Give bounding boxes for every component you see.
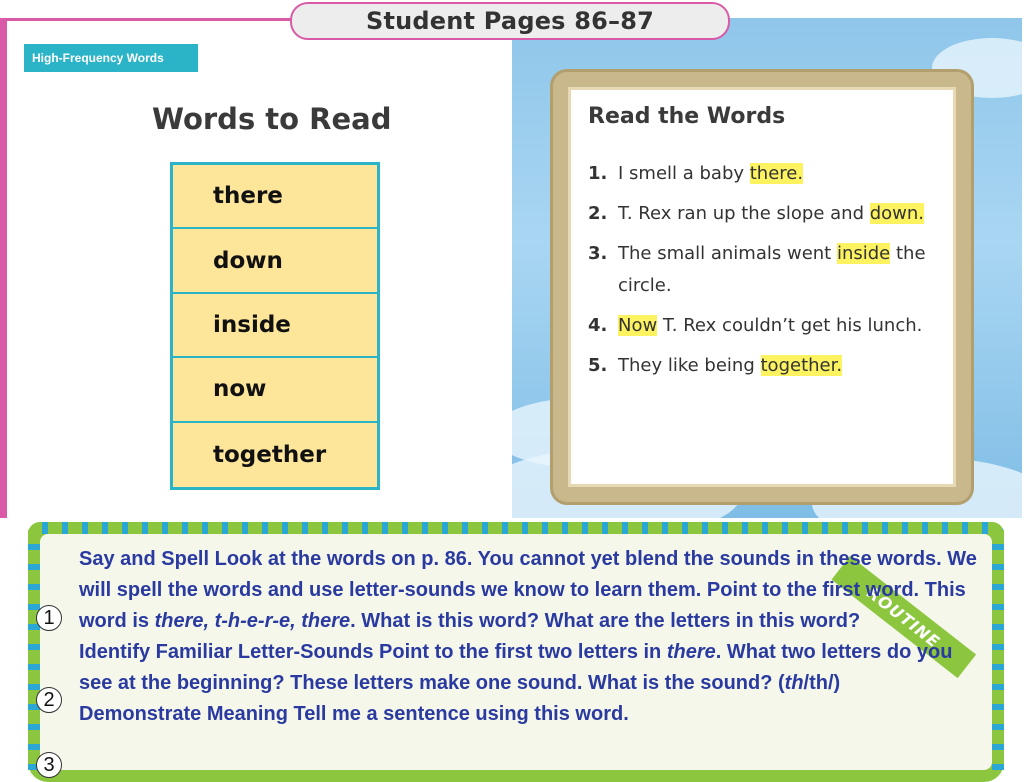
sentence-text: They like being [618, 355, 761, 376]
step-number-circle: 1 [36, 605, 62, 631]
word-item: now [173, 358, 377, 422]
sentence-number: 2. [588, 203, 608, 224]
routine-card-right-border [992, 530, 1004, 770]
highlighted-word: down. [869, 203, 925, 224]
highlighted-word: inside [836, 243, 891, 264]
sentence-item [588, 310, 948, 342]
highlighted-word: there. [749, 163, 804, 184]
word-item: together [213, 441, 327, 468]
routine-instructions [79, 544, 979, 730]
highlighted-word: Now [618, 315, 658, 336]
sentence-item [588, 238, 948, 302]
page-title: Student Pages 86–87 [365, 7, 655, 35]
step-emphasis: th [784, 672, 804, 694]
sentence-number: 4. [588, 315, 608, 336]
routine-step-2 [79, 637, 979, 699]
sentence-number: 5. [588, 355, 608, 376]
sentence-item [588, 198, 948, 230]
sentence-item [588, 158, 948, 190]
word-list-box [170, 162, 380, 490]
sentence-item [588, 350, 948, 382]
routine-card-top-border [28, 522, 1004, 534]
word-item: inside [173, 294, 377, 358]
step-text: Identify Familiar Letter-Sounds Point to the first two letters in [79, 641, 667, 663]
sentence-list [588, 158, 948, 390]
step-text: . What is this word? What are the letters in this word? [350, 610, 861, 632]
read-the-words-title: Read the Words [588, 104, 786, 129]
page-header [290, 2, 730, 40]
step-number-circle: 2 [36, 687, 62, 713]
page-edge-stripe [0, 18, 7, 518]
sentence-text: T. Rex couldn’t get his lunch. [657, 315, 923, 336]
section-tag: High-Frequency Words [24, 44, 198, 72]
highlighted-word: together. [760, 355, 843, 376]
step-text: . What two letters do you see at the beginning? These letters make one sound. What is the sound? ( [79, 641, 953, 694]
sentence-number: 3. [588, 243, 608, 264]
sentence-number: 1. [588, 163, 608, 184]
routine-step-1 [79, 544, 979, 637]
sentence-text: I smell a baby [618, 163, 750, 184]
step-number-circle: 3 [36, 752, 62, 778]
step-text: /th/) [803, 672, 841, 694]
word-item: down [173, 229, 377, 293]
word-item: there [173, 165, 377, 229]
step-text: Demonstrate Meaning Tell me a sentence using this word. [79, 703, 629, 725]
routine-step-3 [79, 699, 979, 730]
step-emphasis: there, t-h-e-r-e, there [154, 610, 351, 632]
step-text: Say and Spell Look at the words on p. 86. You cannot yet blend the sounds in these words. We will spell the words and use letter-sounds we know to learn them. Point to the first word. This word is [79, 548, 977, 632]
routine-badge: ROUTINE [832, 556, 977, 678]
sentence-text: The small animals went [618, 243, 837, 264]
words-to-read-title: Words to Read [152, 102, 392, 136]
sentence-text: T. Rex ran up the slope and [618, 203, 870, 224]
routine-card-left-border [28, 530, 40, 770]
sentence-text: the circle. [618, 243, 926, 296]
step-emphasis: there [666, 641, 716, 663]
